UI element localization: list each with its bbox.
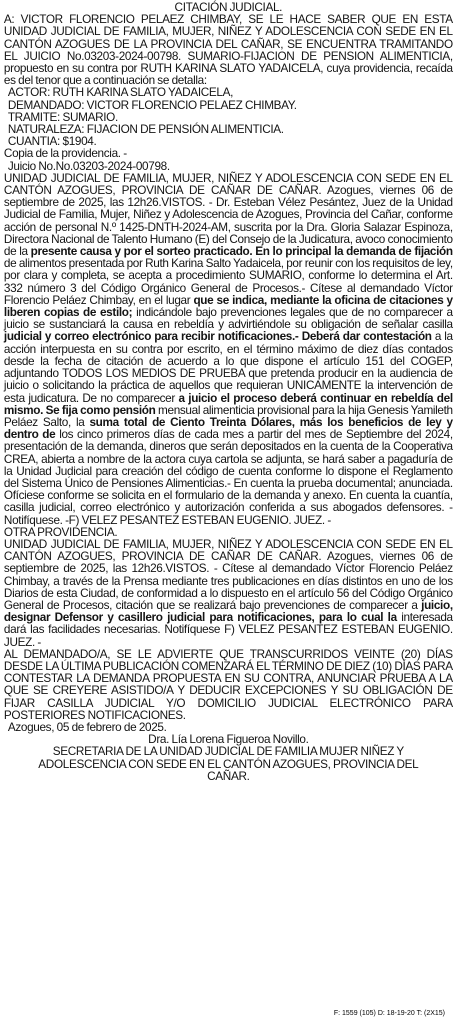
advertencia-paragraph: AL DEMANDADO/A, SE LE ADVIERTE QUE TRANSCURRIDOS VEINTE (20) DÍAS DESDE LA ÚLTIMA PUBLICACIÓN COMENZARÁ EL TÉRMINO DE DIEZ (10) DÍAS PARA CONTESTAR LA DEMANDA PROPUESTA EN SU CONTRA, ANUNCIAR PRUEBA A LA QUE SE CREYERE ASISTIDO/A Y DEDUCIR EXCEPCIONES Y SU OBLIGACIÓN DE FIJAR CASILLA JUDICIAL Y/O DOMICILIO JUDICIAL ELECTRÓNICO PARA POSTERIORES NOTIFICACIONES. — [3, 646, 453, 722]
actor-field: ACTOR: RUTH KARINA SLATO YADAICELA, — [7, 85, 234, 100]
providencia-2-text-2: interesada dará las facilidades necesarias. Notifíquese F) VELEZ PESANTEZ ESTEBAN EUGENIO. JUEZ. - — [3, 610, 453, 649]
demandado-field: DEMANDADO: VICTOR FLORENCIO PELAEZ CHIMBAY. — [7, 97, 297, 112]
naturaleza-field: NATURALEZA: FIJACION DE PENSIÓN ALIMENTICIA. — [7, 122, 284, 137]
providencia-1-bold-4: a juicio el proceso deberá continuar en rebeldía del mismo. Se fija como pensión — [3, 390, 453, 417]
providencia-1-text-6: los cinco primeros días de cada mes a partir del mes de Septiembre del 2024, presentación de la demanda, dineros que serán depositados en la cuenta de la Cooperativa CREA, abierta a nombre de la actora cuya cartola se adjunta, se hará saber a pagaduría de la Unidad Judicial para creación del código de cuenta conforme lo dispone el Reglamento del Sistema Único de Pensiones Alimenticias.- En cuenta la prueba documental; anunciada. Ofíciese conforme se solicita en el formulario de la demanda y anexo. En cuenta la cuantía, casilla judicial, correo electrónico y autorización conferida a sus abogados defensores. - Notifíquese. -F) VELEZ PESANTEZ ESTEBAN EUGENIO. JUEZ. - — [3, 427, 453, 527]
copia-label: Copia de la providencia. - — [3, 146, 127, 161]
notice-title: CITACIÓN JUDICIAL. — [174, 0, 283, 14]
providencia-1-bold-1: presente causa y por el sorteo practicado. En lo principal la demanda de fijación — [30, 244, 453, 259]
intro-paragraph: A: VICTOR FLORENCIO PELAEZ CHIMBAY, SE LE HACE SABER QUE EN ESTA UNIDAD JUDICIAL DE FAMILIA, MUJER, NIÑEZ Y ADOLESCENCIA CON SEDE EN EL CANTÓN AZOGUES DE LA PROVINCIA DEL CAÑAR, SE ENCUENTRA TRAMITANDO EL JUICIO No.03203-2024-00798. SUMARIO-FIJACION DE PENSION ALIMENTICIA, propuesto en su contra por RUTH KARINA SLATO YADAICELA, cuya providencia, recaída es del tenor que a continuación se detalla: — [3, 12, 453, 88]
publication-code: F: 1559 (105) D: 18-19-20 T: (2X15) — [333, 1010, 445, 1017]
otra-providencia-label: OTRA PROVIDENCIA. — [3, 524, 118, 539]
providencia-2-bold-1: juicio, designar Defensor y casillero judicial para notificaciones, para lo cual la — [3, 597, 453, 625]
firma-cargo: SECRETARIA DE LA UNIDAD JUDICIAL DE FAMILIA MUJER NIÑEZ Y ADOLESCENCIA CON SEDE EN EL CANTÓN AZOGUES, PROVINCIA DEL CAÑAR. — [38, 744, 419, 783]
providencia-1-bold-5: suma total de Ciento Treinta Dólares, más los beneficios de ley y dentro de — [3, 414, 453, 442]
case-fields — [4, 86, 453, 147]
providencia-2-text-1: UNIDAD JUDICIAL DE FAMILIA, MUJER, NIÑEZ Y ADOLESCENCIA CON SEDE EN EL CANTÓN AZOGUES, PROVINCIA DE CAÑAR DE CAÑAR. Azogues, viernes 06 de septiembre de 2025, las 12h26.VISTOS. - Cítese al demandado Víctor Florencio Peláez Chimbay, a través de la Prensa mediante tres publicaciones en días distintos en uno de los Diarios de esta Ciudad, de conformidad a lo dispuesto en el artículo 56 del Código Orgánico General de Procesos, citación que se realizará bajo prevenciones de comparecer a — [3, 536, 453, 612]
providencia-1-bold-2: que se indica, mediante la oficina de citaciones y liberen copias de estilo; — [3, 292, 453, 320]
providencia-1-text-4: a la acción interpuesta en su contra por escrito, en el término máximo de diez días contados desde la fecha de citación de acuerdo a lo que dispone el artículo 151 del COGEP, adjuntando TODOS LOS MEDIOS DE PRUEBA que pretenda producir en la audiencia de juicio o solicitando la práctica de aquellos que requieran UNICAMENTE la intervención de esta judicatura. De no comparecer — [3, 329, 453, 405]
cuantia-field: CUANTIA: $1904. — [7, 134, 97, 149]
providencia-1-text-3: indicándole bajo prevenciones legales que de no comparecer a juicio se sustanciará la causa en rebeldía y advirtiéndole su obligación de señalar casilla — [3, 305, 453, 332]
providencia-1-text-5: mensual alimenticia provisional para la hija Genesis Yamileth Peláez Salto, la — [3, 402, 453, 429]
fecha-line: Azogues, 05 de febrero de 2025. — [7, 719, 167, 734]
providencia-2 — [4, 538, 453, 648]
providencia-1-text-2: de alimentos presentada por Ruth Karina Salto Yadaicela, por reunir con los requisitos de ley, por clara y completa, se acepta a procedimiento SUMARIO, conforme lo determina el Art. 332 número 3 del Código Orgánico General de Procesos.- Cítese al demandado Víctor Florencio Peláez Chimbay, en el lugar — [3, 256, 453, 307]
tramite-field: TRAMITE: SUMARIO. — [7, 109, 118, 124]
providencia-1-text-1: UNIDAD JUDICIAL DE FAMILIA, MUJER, NIÑEZ Y ADOLESCENCIA CON SEDE EN EL CANTÓN AZOGUES, PROVINCIA DE CAÑAR DE CAÑAR. Azogues, viernes 06 de septiembre de 2025, las 12h26.VISTOS. - Dr. Esteban Vélez Pesántez, Juez de la Unidad Judicial de Familia, Mujer, Niñez y Adolescencia de Azogues, Provincia del Cañar, conforme acción de personal N.º 1425-DNTH-2024-AM, suscrita por la Dra. Gloria Salazar Espinoza, Directora Nacional de Talento Humano (E) del Consejo de la Judicatura, avoco conocimiento de la — [3, 170, 453, 259]
juicio-number: Juicio No.No.03203-2024-00798. — [7, 158, 170, 173]
providencia-1-bold-3: judicial y correo electrónico para recibir notificaciones.- Deberá dar contestación — [3, 329, 432, 344]
firma-name: Dra. Lía Lorena Figueroa Novillo. — [148, 732, 309, 747]
providencia-1 — [4, 172, 453, 526]
